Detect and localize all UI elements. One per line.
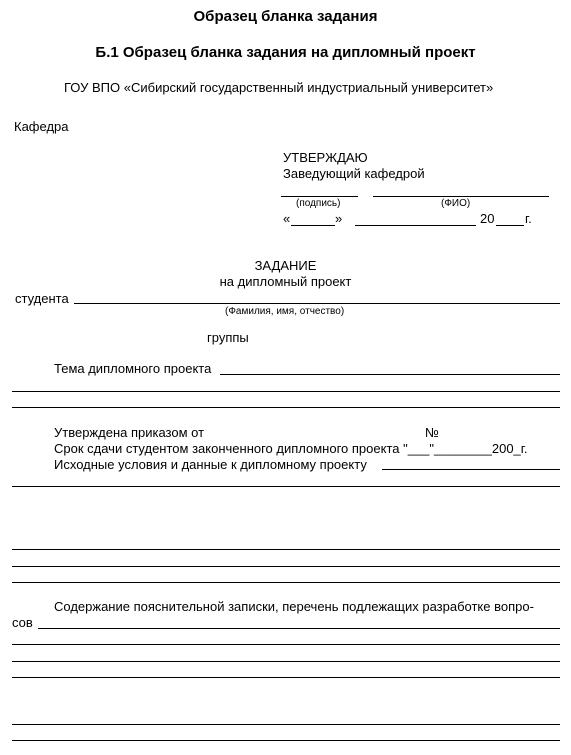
contents-line	[12, 677, 560, 678]
appendix-title: Б.1 Образец бланка задания на дипломный проект	[95, 44, 476, 61]
order-label: Утверждена приказом от	[54, 425, 205, 440]
contents-label-continued: сов	[12, 615, 33, 630]
contents-line	[12, 740, 560, 741]
head-name-line	[373, 196, 549, 197]
group-label: группы	[207, 330, 249, 345]
month-line	[355, 225, 476, 226]
quote-close: »	[335, 211, 343, 226]
contents-line	[12, 644, 560, 645]
day-line	[291, 225, 335, 226]
student-caption: (Фамилия, имя, отчество)	[225, 306, 345, 317]
department-label: Кафедра	[14, 119, 69, 134]
contents-label: Содержание пояснительной записки, перечень подлежащих разработке вопро-	[54, 599, 534, 614]
year-suffix: г.	[525, 211, 532, 226]
initial-data-line	[12, 566, 560, 567]
contents-line	[12, 724, 560, 725]
initial-data-line	[12, 582, 560, 583]
year-prefix: 20	[480, 211, 495, 226]
name-caption: (ФИО)	[441, 198, 471, 209]
year-line	[496, 225, 524, 226]
signature-line	[281, 196, 358, 197]
student-name-line	[74, 303, 560, 304]
head-of-department-label: Заведующий кафедрой	[283, 166, 425, 181]
quote-open: «	[283, 211, 291, 226]
approve-label: УТВЕРЖДАЮ	[283, 150, 368, 165]
task-subtitle: на дипломный проект	[219, 274, 352, 289]
deadline-label: Срок сдачи студентом законченного дипломного проекта "___"________200_г.	[54, 441, 528, 456]
contents-line	[38, 628, 560, 629]
contents-line	[12, 661, 560, 662]
topic-line	[12, 391, 560, 392]
university-name: ГОУ ВПО «Сибирский государственный индустриальный университет»	[64, 80, 494, 95]
topic-line	[12, 407, 560, 408]
initial-data-label: Исходные условия и данные к дипломному проекту	[54, 457, 367, 472]
initial-data-line	[12, 549, 560, 550]
initial-data-line	[12, 486, 560, 487]
page-title: Образец бланка задания	[193, 8, 378, 25]
student-label: студента	[15, 291, 69, 306]
topic-label: Тема дипломного проекта	[54, 361, 212, 376]
order-number-label: №	[425, 425, 439, 440]
topic-line	[220, 374, 560, 375]
initial-data-line	[382, 469, 560, 470]
signature-caption: (подпись)	[296, 198, 341, 209]
task-title: ЗАДАНИЕ	[254, 258, 317, 273]
